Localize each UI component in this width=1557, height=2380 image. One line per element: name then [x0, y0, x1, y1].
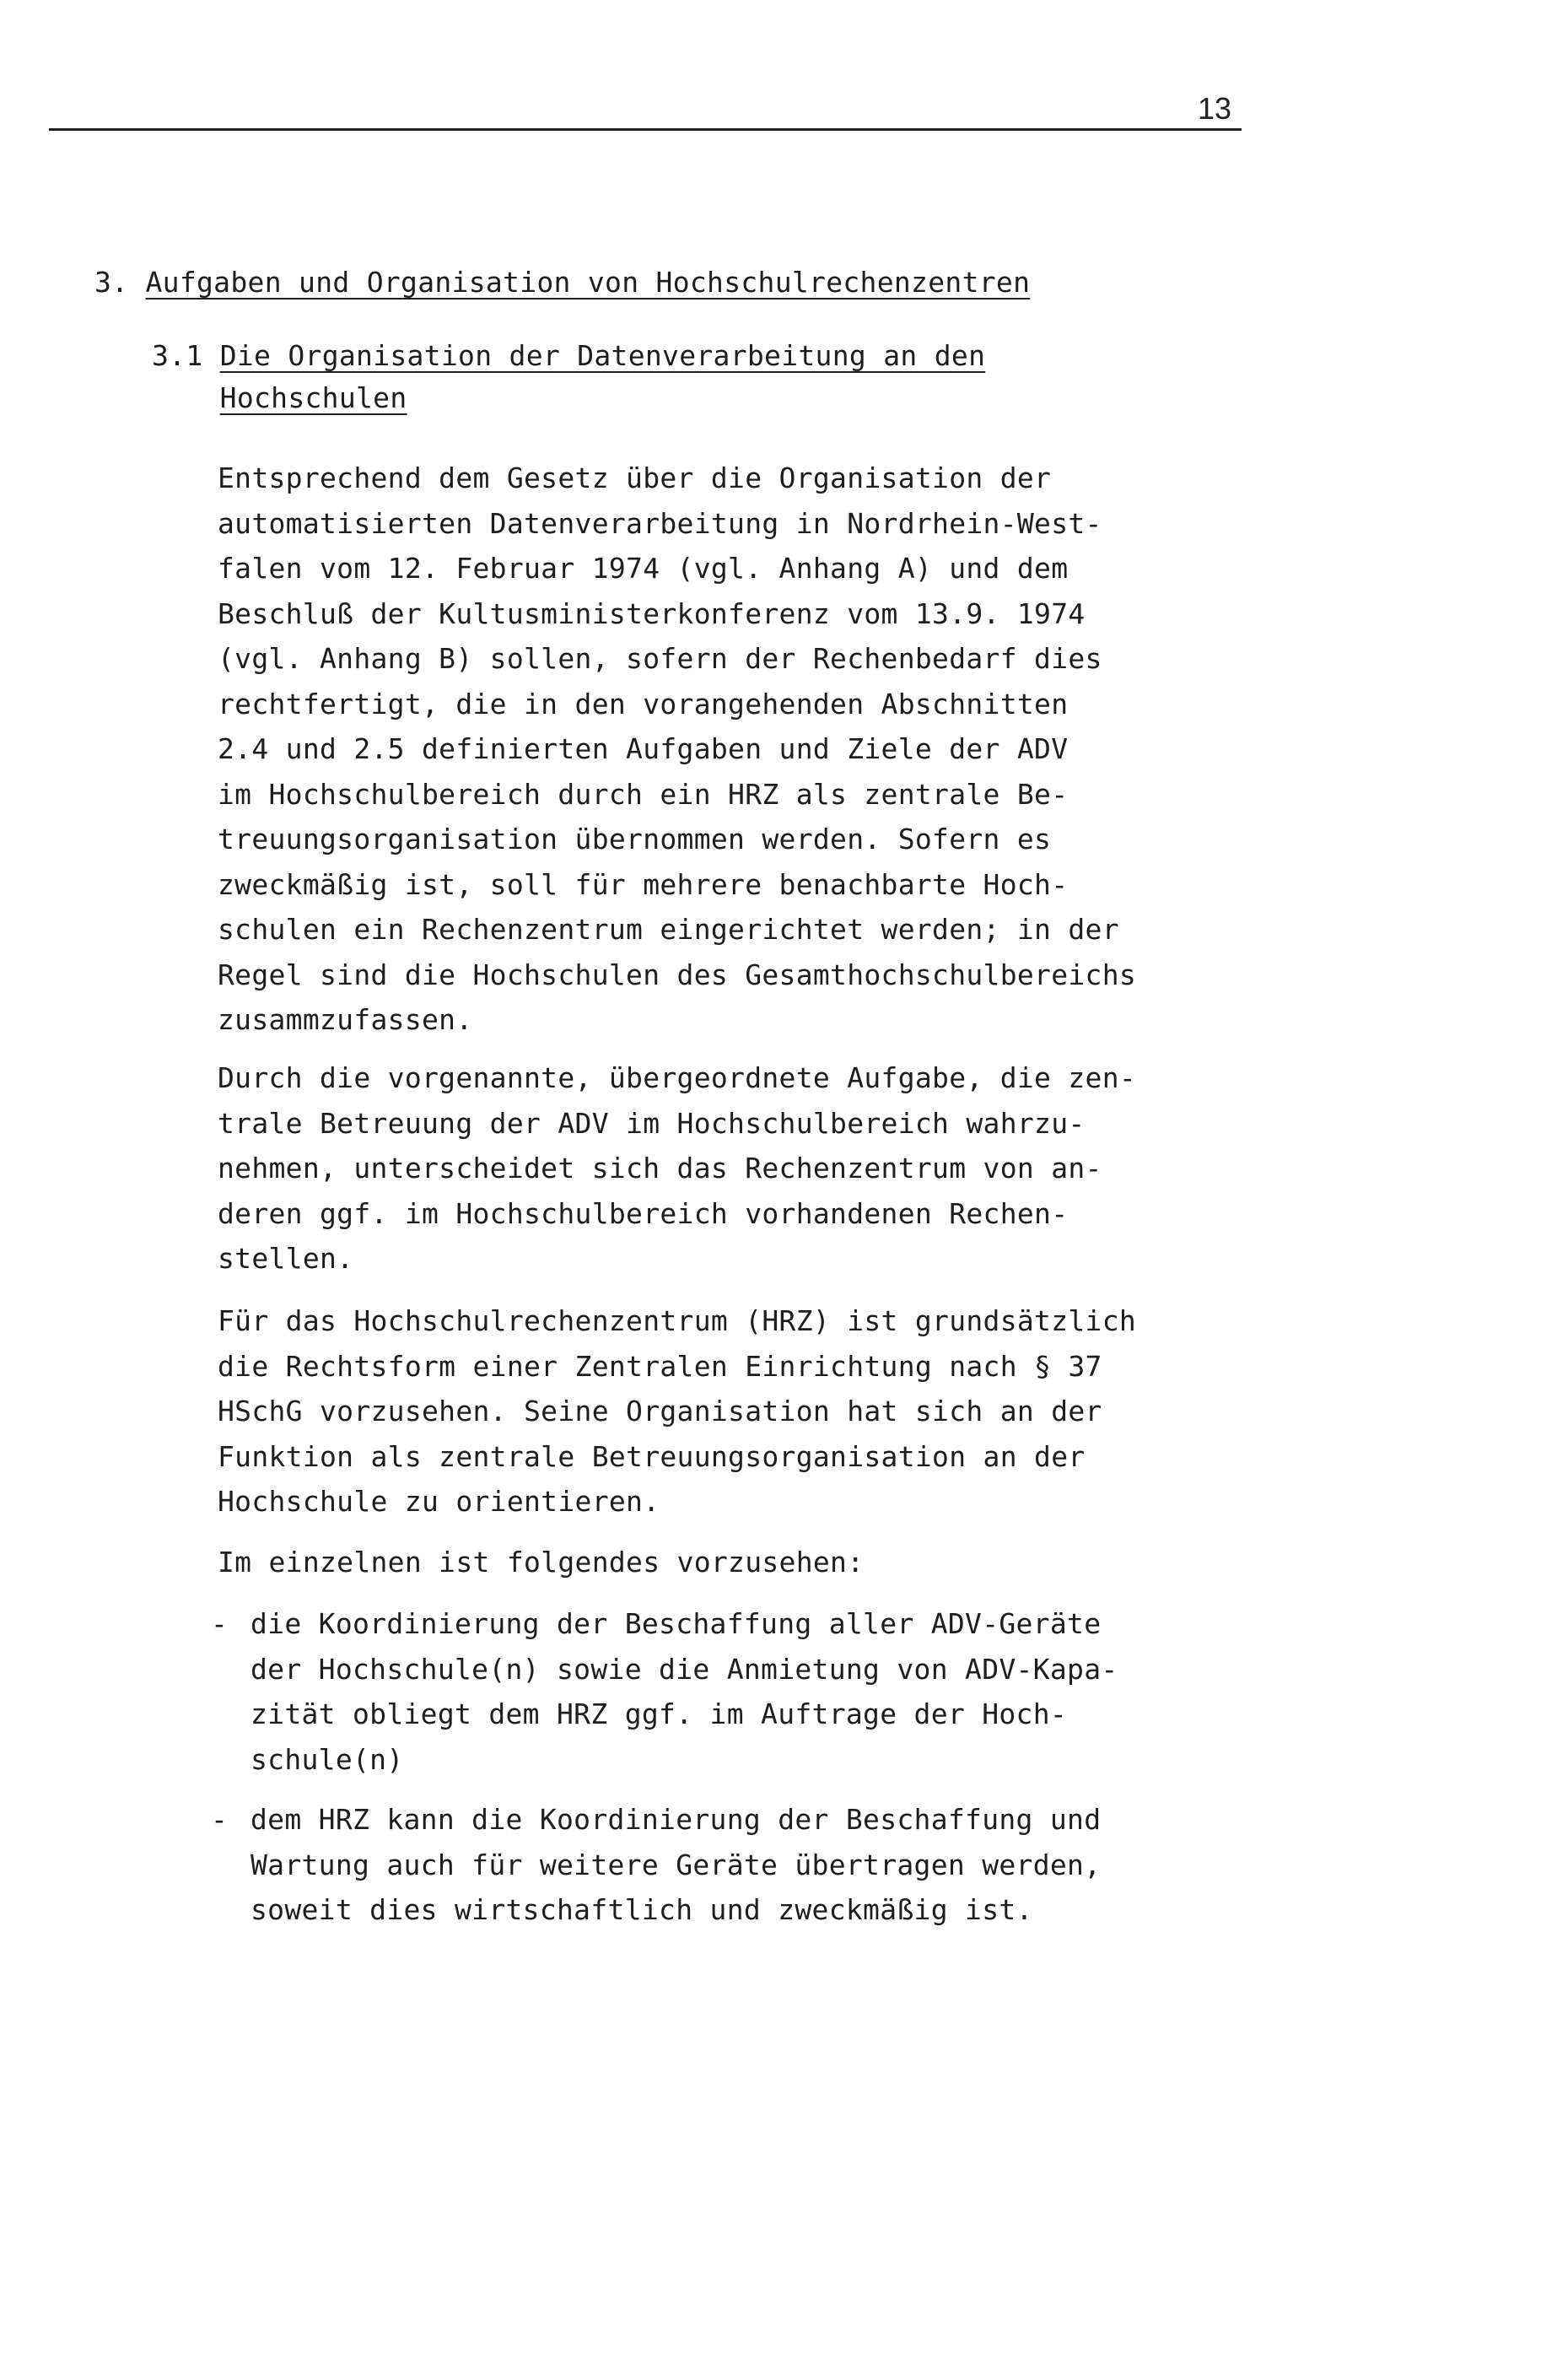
subsection-heading: [152, 339, 985, 373]
bullet-marker: -: [211, 1607, 228, 1640]
subsection-number: 3.1: [152, 339, 203, 372]
list-item: [211, 1607, 1118, 1788]
text-line: rechtfertigt, die in den vorangehenden Abschnitten: [218, 687, 1069, 720]
text-line: nehmen, unterscheidet sich das Rechenzentrum von an-: [218, 1152, 1102, 1185]
text-line: falen vom 12. Februar 1974 (vgl. Anhang A) und dem: [218, 552, 1069, 585]
text-line: im Hochschulbereich durch ein HRZ als zentrale Be-: [218, 777, 1069, 811]
text-line: die Rechtsform einer Zentralen Einrichtung nach § 37: [218, 1349, 1102, 1383]
section-heading: [94, 266, 1030, 300]
text-line: schule(n): [251, 1742, 404, 1776]
text-line: 2.4 und 2.5 definierten Aufgaben und Ziele der ADV: [218, 732, 1069, 765]
text-line: Durch die vorgenannte, übergeordnete Aufgabe, die zen-: [218, 1061, 1137, 1094]
text-line: zweckmäßig ist, soll für mehrere benachbarte Hoch-: [218, 867, 1069, 901]
text-line: Hochschule zu orientieren.: [218, 1485, 660, 1518]
paragraph: [218, 1546, 1213, 1591]
subsection-title-line-1: Die Organisation der Datenverarbeitung an den: [219, 339, 986, 372]
text-line: schulen ein Rechenzentrum eingerichtet werden; in der: [218, 913, 1119, 946]
text-line: dem HRZ kann die Koordinierung der Beschaffung und: [251, 1803, 1102, 1836]
paragraph: [218, 1061, 1213, 1287]
header-rule: [49, 128, 1242, 131]
text-line: HSchG vorzusehen. Seine Organisation hat sich an der: [218, 1395, 1102, 1427]
text-line: deren ggf. im Hochschulbereich vorhandenen Rechen-: [218, 1196, 1069, 1230]
subsection-heading-continued: [152, 381, 407, 415]
text-line: Funktion als zentrale Betreuungsorganisation an der: [218, 1439, 1086, 1473]
text-line: Regel sind die Hochschulen des Gesamthochschulbereichs: [218, 958, 1137, 991]
text-line: treuungsorganisation übernommen werden. Sofern es: [218, 823, 1052, 855]
text-line: trale Betreuung der ADV im Hochschulbereich wahrzu-: [218, 1106, 1086, 1140]
text-line: Entsprechend dem Gesetz über die Organisation der: [218, 461, 1052, 494]
text-line: Wartung auch für weitere Geräte übertragen werden,: [251, 1848, 1102, 1881]
page-number: 13: [1198, 91, 1232, 126]
text-line: Für das Hochschulrechenzentrum (HRZ) ist grundsätzlich: [218, 1304, 1137, 1337]
text-line: Im einzelnen ist folgendes vorzusehen:: [218, 1546, 865, 1579]
text-line: zusammzufassen.: [218, 1003, 473, 1036]
paragraph: [218, 461, 1213, 1049]
section-title: Aufgaben und Organisation von Hochschulrechenzentren: [145, 266, 1031, 299]
text-line: die Koordinierung der Beschaffung aller ADV-Geräte: [251, 1607, 1102, 1640]
text-line: (vgl. Anhang B) sollen, sofern der Rechenbedarf dies: [218, 642, 1102, 675]
text-line: zität obliegt dem HRZ ggf. im Auftrage der Hoch-: [251, 1697, 1068, 1730]
text-line: stellen.: [218, 1242, 354, 1275]
text-line: Beschluß der Kultusministerkonferenz vom 13.9. 1974: [218, 596, 1086, 630]
text-line: soweit dies wirtschaftlich und zweckmäßig ist.: [251, 1893, 1033, 1926]
paragraph: [218, 1304, 1213, 1530]
section-number: 3.: [94, 266, 129, 299]
bullet-marker: -: [211, 1803, 228, 1836]
list-item: [211, 1803, 1101, 1939]
subsection-title-line-2: Hochschulen: [219, 381, 407, 414]
text-line: der Hochschule(n) sowie die Anmietung von ADV-Kapa-: [251, 1652, 1118, 1686]
text-line: automatisierten Datenverarbeitung in Nordrhein-West-: [218, 506, 1102, 540]
